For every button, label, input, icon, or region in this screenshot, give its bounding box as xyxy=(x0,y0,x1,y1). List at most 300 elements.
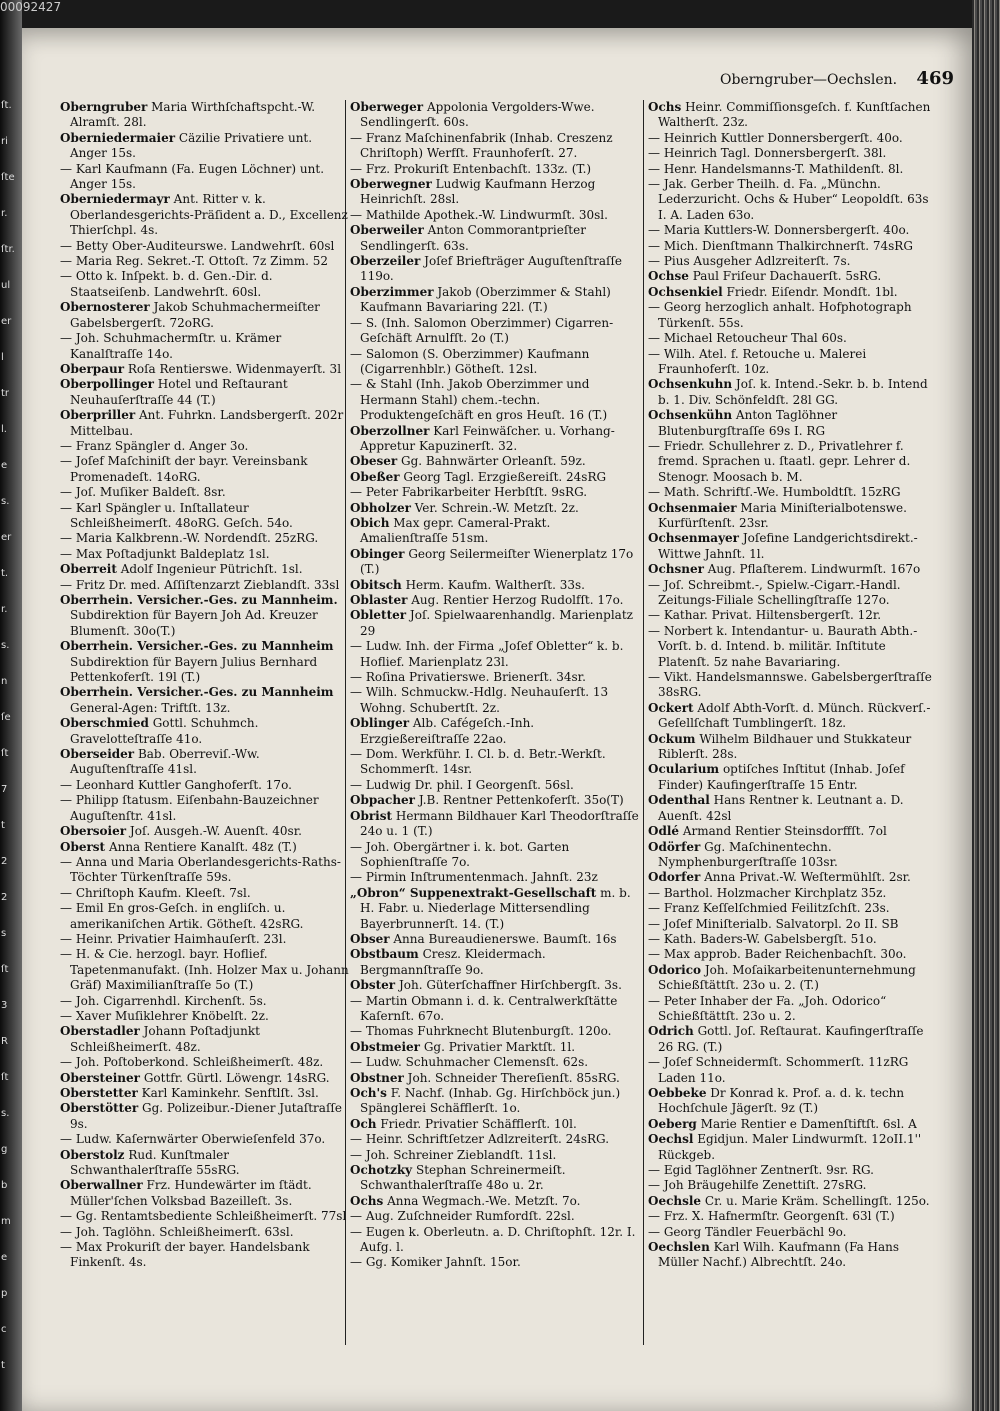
entry-details: Subdirektion für Bayern Julius Bernhard Pettenkoferſt. 19l (T.) xyxy=(70,654,318,685)
entry-details: — Max Poſtadjunkt Baldeplatz 1sl. xyxy=(60,546,270,561)
entry-surname: Obstmeier xyxy=(350,1039,420,1054)
entry-details: optiſches Inſtitut (Inhab. Joſef Finder) Kaufingerſtraſſe 15 Entr. xyxy=(658,762,905,792)
margin-fragment: l xyxy=(1,352,4,363)
margin-fragment: ſte xyxy=(1,172,15,183)
entry-surname: Oberstötter xyxy=(60,1101,139,1116)
directory-entry xyxy=(648,485,938,500)
entry-details: Rud. Kunſtmaler Schwanthalerſtraſſe 55sRG. xyxy=(70,1147,240,1178)
directory-entry xyxy=(648,793,938,824)
entry-details: — Gg. Rentamtsbediente Schleißheimerſt. 77sl xyxy=(60,1209,347,1224)
directory-entry xyxy=(60,239,350,254)
directory-entry xyxy=(60,824,350,839)
entry-surname: Odörfer xyxy=(648,839,701,854)
entry-details: — Anna und Maria Oberlandesgerichts-Raths-Töchter Türkenſtraſſe 59s. xyxy=(60,854,341,885)
directory-entry xyxy=(648,331,938,346)
directory-entry xyxy=(350,578,640,593)
entry-details: Gottfr. Gürtl. Löwengr. 14sRG. xyxy=(143,1070,330,1085)
entry-details: Georg Tagl. Erzgießereiſt. 24sRG xyxy=(403,469,607,484)
directory-entry xyxy=(60,485,350,500)
directory-entry xyxy=(350,254,640,285)
directory-entry xyxy=(648,1178,938,1193)
entry-surname: Ochsenkiel xyxy=(648,284,723,299)
entry-details: — Karl Spängler u. Inſtallateur Schleißheimerſt. 48oRG. Geſch. 54o. xyxy=(60,500,293,530)
entry-surname: Oberstetter xyxy=(60,1086,138,1100)
directory-entry xyxy=(60,1024,350,1055)
directory-entry xyxy=(648,917,938,932)
margin-fragment: e xyxy=(1,1252,8,1263)
margin-fragment: 2 xyxy=(1,856,8,867)
directory-entry xyxy=(648,1194,938,1209)
entry-surname: Odorfer xyxy=(648,870,701,885)
directory-entry xyxy=(350,547,640,578)
entry-surname: Obernosterer xyxy=(60,300,150,315)
column-3 xyxy=(648,100,938,1350)
directory-entry xyxy=(648,223,938,238)
entry-details: Gottl. Joſ. Reſtaurat. Kaufingerſtraſſe 26 RG. (T.) xyxy=(658,1024,924,1054)
entry-details: Maria Wirthſchaftspcht.-W. Alramſt. 28l. xyxy=(70,100,316,130)
directory-entry xyxy=(648,347,938,378)
entry-details: Roſa Rentierswe. Widenmayerſt. 3l xyxy=(127,361,342,376)
entry-details: — Jak. Gerber Theilh. d. Fa. „Münchn. Lederzuricht. Ochs & Huber“ Leopoldſt. 63s I. A. Laden 63o. xyxy=(648,177,929,222)
directory-entry xyxy=(60,531,350,546)
entry-details: Jakob (Oberzimmer & Stahl) Kaufmann Bavariaring 22l. (T.) xyxy=(360,284,611,315)
entry-details: — Joſef Schneidermſt. Schommerſt. 11zRG Laden 11o. xyxy=(648,1055,909,1085)
directory-entry xyxy=(648,1209,938,1224)
entry-details: — Aug. Zuſchneider Rumfordſt. 22sl. xyxy=(350,1209,575,1224)
directory-entry xyxy=(350,886,640,932)
entry-details: — Betty Ober-Auditeurswe. Landwehrſt. 60sl xyxy=(60,238,335,253)
entry-surname: Oberst xyxy=(60,839,106,854)
entry-details: Joſef Briefträger Auguſtenſtraſſe 119o. xyxy=(360,254,623,284)
directory-entry xyxy=(60,439,350,454)
entry-surname: Oblaster xyxy=(350,593,408,607)
entry-surname: Oberpollinger xyxy=(60,377,154,392)
entry-details: — Barthol. Holzmacher Kirchplatz 35z. xyxy=(648,885,887,900)
entry-details: Anna Privat.-W. Weſtermühlſt. 2sr. xyxy=(704,870,911,885)
directory-entry xyxy=(648,840,938,871)
directory-entry xyxy=(648,932,938,947)
entry-details: Adolf Abth-Vorſt. d. Münch. Rückverſ.-Geſellſchaft Tumblingerſt. 18z. xyxy=(658,700,931,731)
directory-entry xyxy=(350,593,640,608)
margin-fragment: t xyxy=(1,1360,5,1371)
column-1 xyxy=(60,100,350,1350)
entry-details: Max gepr. Cameral-Prakt. Amalienſtraſſe 51sm. xyxy=(360,515,551,546)
entry-details: — Ludw. Kaſernwärter Oberwieſenfeld 37o. xyxy=(60,1132,326,1147)
entry-details: Joh. Moſaikarbeitenunternehmung Schießſtättſt. 23o u. 2. (T.) xyxy=(658,962,916,993)
entry-details: Georg Seilermeiſter Wienerplatz 17o (T.) xyxy=(360,546,634,577)
entry-details: Anton Taglöhner Blutenburgſtraſſe 69s I. RG xyxy=(658,408,838,438)
entry-details: — Georg Tändler Feuerbächl 9o. xyxy=(648,1224,847,1239)
entry-details: — Joh Bräugehilfe Zenettiſt. 27sRG. xyxy=(648,1178,867,1193)
directory-entry xyxy=(648,131,938,146)
directory-entry xyxy=(350,608,640,639)
entry-surname: Obersoier xyxy=(60,824,127,839)
entry-surname: Ochs xyxy=(350,1193,384,1208)
entry-surname: Oeberg xyxy=(648,1116,697,1131)
entry-details: Johann Poſtadjunkt Schleißheimerſt. 48z. xyxy=(70,1024,260,1054)
entry-details: — Henr. Handelsmanns-T. Mathildenſt. 8l. xyxy=(648,161,904,176)
entry-details: — Wilh. Atel. f. Retouche u. Malerei Fraunhoferſt. 10z. xyxy=(648,346,867,376)
entry-details: — S. (Inh. Salomon Oberzimmer) Cigarren-Geſchäft Arnulfſt. 2o (T.) xyxy=(350,315,614,346)
entry-details: Karl Kaminkehr. Senftlſt. 3sl. xyxy=(141,1086,319,1100)
directory-entry xyxy=(60,901,350,932)
scan-id: 00092427 xyxy=(0,0,62,14)
entry-surname: Ochsenkuhn xyxy=(648,377,733,392)
directory-entry xyxy=(648,1132,938,1163)
entry-details: — Heinr. Privatier Haimhauſerſt. 23l. xyxy=(60,931,287,946)
directory-entry xyxy=(350,870,640,885)
entry-details: Paul Friſeur Dachauerſt. 5sRG. xyxy=(692,269,882,284)
entry-details: — Maria Kuttlers-W. Donnersbergerſt. 40o. xyxy=(648,223,910,238)
entry-details: Hotel und Reſtaurant Neuhauſerſtraſſe 44 (T.) xyxy=(70,377,288,407)
entry-surname: Och xyxy=(350,1116,377,1131)
directory-entry xyxy=(648,901,938,916)
entry-details: — Franz Spängler d. Anger 3o. xyxy=(60,438,249,453)
entry-details: Appolonia Vergolders-Wwe. Sendlingerſt. 60s. xyxy=(360,100,595,130)
directory-entry xyxy=(350,177,640,208)
directory-entry xyxy=(648,732,938,763)
margin-fragment: ſt xyxy=(1,1072,9,1083)
margin-fragment: 7 xyxy=(1,784,8,795)
entry-details: Friedr. Privatier Schäfflerſt. 10l. xyxy=(380,1116,577,1131)
directory-entry xyxy=(350,501,640,516)
margin-fragment: s. xyxy=(1,640,10,651)
entry-surname: Ochsenmayer xyxy=(648,531,740,546)
entry-surname: Obser xyxy=(350,931,390,946)
margin-fragment: 3 xyxy=(1,1000,8,1011)
margin-fragment: t xyxy=(1,820,5,831)
entry-surname: Oechsl xyxy=(648,1132,694,1147)
entry-surname: „Obron“ Suppenextrakt-Gesellschaft xyxy=(350,885,597,900)
entry-surname: Ochsner xyxy=(648,562,704,577)
margin-fragment: ſe xyxy=(1,712,11,723)
entry-details: — Friedr. Schullehrer z. D., Privatlehrer f. fremd. Sprachen u. ſtaatl. gepr. Lehrer d. Stenogr. Moosach b. M. xyxy=(648,438,911,484)
entry-surname: Ocularium xyxy=(648,762,720,777)
entry-surname: Obich xyxy=(350,515,390,530)
entry-details: — Egid Taglöhner Zentnerſt. 9sr. RG. xyxy=(648,1163,874,1178)
margin-fragment: l. xyxy=(1,424,7,435)
directory-entry xyxy=(60,1009,350,1024)
entry-details: Cäzilie Privatiere unt. Anger 15s. xyxy=(70,130,313,161)
entry-details: F. Nachf. (Inhab. Gg. Hirſchböck jun.) Spänglerei Schäfflerſt. 1o. xyxy=(360,1086,621,1116)
margin-fragment: t. xyxy=(1,568,9,579)
entry-details: Gg. Polizeibur.-Diener Jutaſtraſſe 9s. xyxy=(70,1101,342,1131)
directory-entry xyxy=(648,377,938,408)
entry-surname: Oberwegner xyxy=(350,177,432,192)
entry-details: — Chriſtoph Kaufm. Kleeſt. 7sl. xyxy=(60,885,251,900)
margin-fragment: ſt. xyxy=(1,100,12,111)
entry-details: Cresz. Kleidermach. Bergmannſtraſſe 9o. xyxy=(360,947,546,977)
entry-details: Ant. Fuhrkn. Landsbergerſt. 202r Mittelbau. xyxy=(70,408,344,438)
margin-fragment: ri xyxy=(1,136,8,147)
directory-entry xyxy=(350,840,640,871)
entry-details: Karl Feinwäſcher. u. Vorhang-Appretur Kapuzinerſt. 32. xyxy=(360,423,615,453)
entry-details: — Joh. Obergärtner i. k. bot. Garten Sophienſtraſſe 7o. xyxy=(350,839,570,869)
entry-surname: Obinger xyxy=(350,546,405,561)
entry-details: Aug. Pflaſterem. Lindwurmſt. 167o xyxy=(707,562,921,577)
entry-surname: Obpacher xyxy=(350,793,415,808)
directory-entry xyxy=(648,1024,938,1055)
directory-entry xyxy=(350,131,640,162)
directory-entry xyxy=(350,208,640,223)
entry-surname: Oberzeiler xyxy=(350,254,421,269)
entry-details: Cr. u. Marie Kräm. Schellingſt. 125o. xyxy=(704,1193,930,1208)
margin-fragment: 2 xyxy=(1,892,8,903)
directory-entry xyxy=(60,192,350,238)
margin-fragment: b xyxy=(1,1180,8,1191)
directory-entry xyxy=(60,377,350,408)
directory-entry xyxy=(350,978,640,993)
entry-details: — Joſ. Schreibmt.-, Spielw.-Cigarr.-Handl. Zeitungs-Filiale Schellingſtraſſe 127o. xyxy=(648,577,901,607)
entry-surname: Ochse xyxy=(648,269,689,284)
directory-entry xyxy=(60,300,350,331)
entry-details: Ludwig Kaufmann Herzog Heinrichſt. 28sl. xyxy=(360,177,596,207)
entry-details: Adolf Ingenieur Pütrichſt. 1sl. xyxy=(120,562,303,577)
directory-entry xyxy=(60,501,350,532)
margin-fragment: s. xyxy=(1,1108,10,1119)
directory-entry xyxy=(648,501,938,532)
entry-details: — Math. Schriftſ.-We. Humboldtſt. 15zRG xyxy=(648,485,901,500)
page-header xyxy=(700,68,960,92)
margin-fragment: r. xyxy=(1,604,8,615)
entry-details: Anton Commorantprieſter Sendlingerſt. 63s. xyxy=(360,223,586,253)
entry-details: — Vikt. Handelsmannswe. Gabelsbergerſtraſſe 38sRG. xyxy=(648,670,932,700)
entry-surname: Oberzollner xyxy=(350,423,430,438)
entry-details: — Maria Kalkbrenn.-W. Nordendſt. 25zRG. xyxy=(60,531,319,546)
entry-details: Ver. Schrein.-W. Metzſt. 2z. xyxy=(414,500,579,515)
entry-details: — & Stahl (Inh. Jakob Oberzimmer und Hermann Stahl) chem.-techn. Produktengeſchäft en gros Heuſt. 16 (T.) xyxy=(350,377,608,423)
directory-entry xyxy=(648,177,938,223)
entry-surname: Obeßer xyxy=(350,469,400,484)
entry-surname: Oberstolz xyxy=(60,1147,125,1162)
directory-entry xyxy=(350,1225,640,1256)
entry-details: — Joſef Miniſterialb. Salvatorpl. 2o II. SB xyxy=(648,916,899,931)
entry-details: Joſ. k. Intend.-Sekr. b. b. Intend b. 1. Div. Schönfeldſt. 28l GG. xyxy=(658,377,928,407)
entry-surname: Oberwallner xyxy=(60,1178,143,1193)
entry-surname: Obletter xyxy=(350,608,407,623)
entry-details: — Mich. Dienſtmann Thalkirchnerſt. 74sRG xyxy=(648,238,913,253)
directory-entry xyxy=(350,100,640,131)
entry-details: Hermann Bildhauer Karl Theodorſtraſſe 24o u. 1 (T.) xyxy=(360,808,639,839)
entry-details: — Kath. Baders-W. Gabelsbergſt. 51o. xyxy=(648,931,877,946)
directory-entry xyxy=(350,1086,640,1117)
entry-details: Ant. Ritter v. k. Oberlandesgerichts-Präſident a. D., Excellenz Thierſchpl. 4s. xyxy=(70,192,348,238)
entry-details: — Heinrich Kuttler Donnersbergerſt. 40o. xyxy=(648,130,903,145)
directory-entry xyxy=(648,239,938,254)
margin-fragment: tr xyxy=(1,388,10,399)
directory-entry xyxy=(648,1086,938,1117)
directory-entry xyxy=(350,1255,640,1270)
directory-entry xyxy=(60,840,350,855)
entry-surname: Odlé xyxy=(648,824,680,839)
directory-entry xyxy=(350,1194,640,1209)
directory-entry xyxy=(60,1225,350,1240)
page-range: Oberngruber—Oechslen. xyxy=(720,72,898,88)
column-divider xyxy=(643,100,644,1345)
margin-fragment: e xyxy=(1,460,8,471)
entry-surname: Ockum xyxy=(648,731,696,746)
directory-entry xyxy=(648,1163,938,1178)
directory-entry xyxy=(648,300,938,331)
directory-entry xyxy=(350,485,640,500)
entry-details: Bab. Oberreviſ.-Ww. Auguſtenſtraſſe 41sl. xyxy=(70,747,260,777)
directory-entry xyxy=(350,223,640,254)
entry-surname: Obstner xyxy=(350,1070,404,1085)
entry-surname: Oberseider xyxy=(60,747,135,762)
directory-entry xyxy=(350,162,640,177)
entry-details: Stephan Schreinermeiſt. Schwanthalerſtraſſe 48o u. 2r. xyxy=(360,1163,566,1193)
entry-surname: Oberpriller xyxy=(60,408,136,423)
entry-details: — Emil En gros-Geſch. in engliſch. u. amerikaniſchen Artik. Götheſt. 42sRG. xyxy=(60,901,304,931)
entry-details: Gg. Maſchinentechn. Nymphenburgerſtraſſe 103sr. xyxy=(658,839,838,869)
directory-entry xyxy=(350,1040,640,1055)
entry-details: — Joh. Schuhmachermſtr. u. Krämer Kanalſtraſſe 14o. xyxy=(60,331,282,361)
entry-details: — Max approb. Bader Reichenbachſt. 30o. xyxy=(648,947,907,962)
entry-surname: Oberniedermaier xyxy=(60,130,176,145)
entry-details: — Martin Obmann i. d. k. Centralwerkſtätte Kaſernſt. 67o. xyxy=(350,993,618,1023)
directory-entry xyxy=(648,870,938,885)
directory-entry xyxy=(60,716,350,747)
entry-surname: Odorico xyxy=(648,962,702,977)
entry-details: — Joſef Maſchiniſt der bayr. Vereinsbank Promenadeſt. 14oRG. xyxy=(60,454,308,484)
entry-details: Egidjun. Maler Lindwurmſt. 12oII.1'' Rückgeb. xyxy=(658,1132,922,1162)
margin-fragment: ul xyxy=(1,280,11,291)
directory-entry xyxy=(350,454,640,469)
directory-entry xyxy=(648,701,938,732)
directory-entry xyxy=(350,424,640,455)
entry-surname: Och's xyxy=(350,1086,387,1100)
entry-surname: Obster xyxy=(350,978,396,993)
directory-entry xyxy=(350,1055,640,1070)
margin-fragment: g xyxy=(1,1144,8,1155)
directory-entry xyxy=(60,1209,350,1224)
entry-surname: Ochs xyxy=(648,100,682,114)
entry-details: Subdirektion für Bayern Joh Ad. Kreuzer Blumenſt. 30o(T.) xyxy=(70,608,318,638)
directory-entry xyxy=(350,994,640,1025)
directory-entry xyxy=(350,778,640,793)
entry-details: — Norbert k. Intendantur- u. Baurath Abth.-Vorſt. b. d. Intend. b. militär. Inſtitute Platenſt. 5z nahe Bavariaring. xyxy=(648,623,918,669)
entry-details: — Joh. Taglöhn. Schleißheimerſt. 63sl. xyxy=(60,1224,294,1239)
margin-fragment: R xyxy=(1,1036,8,1047)
directory-entry xyxy=(350,747,640,778)
directory-entry xyxy=(60,593,350,639)
margin-fragment: ſtr. xyxy=(1,244,15,255)
entry-details: — Joſ. Muſiker Baldeſt. 8sr. xyxy=(60,485,226,500)
entry-details: — Joh. Schreiner Zieblandſt. 11sl. xyxy=(350,1147,557,1162)
margin-fragment: er xyxy=(1,532,12,543)
entry-details: Armand Rentier Steinsdorffſt. 7ol xyxy=(682,824,887,839)
entry-details: Gottl. Schuhmch. Gravelotteſtraſſe 41o. xyxy=(70,716,259,746)
directory-entry xyxy=(648,947,938,962)
entry-details: Wilhelm Bildhauer und Stukkateur Riblerſt. 28s. xyxy=(658,731,912,762)
entry-details: Joh. Schneider Thereſienſt. 85sRG. xyxy=(407,1070,620,1085)
entry-surname: Oblinger xyxy=(350,716,410,731)
directory-entry xyxy=(350,1148,640,1163)
directory-entry xyxy=(60,408,350,439)
directory-entry xyxy=(350,809,640,840)
margin-fragment: s xyxy=(1,928,7,939)
directory-entry xyxy=(60,131,350,162)
entry-details: — Salomon (S. Oberzimmer) Kaufmann (Cigarrenhblr.) Götheſt. 12sl. xyxy=(350,346,590,376)
entry-details: — Wilh. Schmuckw.-Hdlg. Neuhauſerſt. 13 Wohng. Schubertſt. 2z. xyxy=(350,685,609,715)
entry-surname: Ochsenmaier xyxy=(648,500,737,515)
directory-entry xyxy=(60,547,350,562)
directory-entry xyxy=(60,100,350,131)
entry-details: — Frz. X. Hafnermſtr. Georgenſt. 63l (T.) xyxy=(648,1209,895,1224)
directory-entry xyxy=(648,963,938,994)
entry-surname: Oberrhein. Versicher.-Ges. zu Mannheim. xyxy=(60,593,338,607)
directory-entry xyxy=(60,1101,350,1132)
entry-details: Hans Rentner k. Leutnant a. D. Auenſt. 42sl xyxy=(658,793,904,823)
entry-details: — Pius Ausgeher Adlzreiterſt. 7s. xyxy=(648,254,851,269)
directory-entry xyxy=(60,1132,350,1147)
entry-surname: Oberngruber xyxy=(60,100,148,114)
directory-entry xyxy=(648,886,938,901)
directory-entry xyxy=(648,562,938,577)
entry-details: Maria Miniſterialbotenswe. Kurfürſtenſt. 23sr. xyxy=(658,500,907,530)
entry-details: — Karl Kaufmann (Fa. Eugen Löchner) unt. Anger 15s. xyxy=(60,161,325,192)
entry-surname: Obstbaum xyxy=(350,947,419,962)
directory-entry xyxy=(648,608,938,623)
directory-entry xyxy=(350,1163,640,1194)
directory-entry xyxy=(60,886,350,901)
directory-entry xyxy=(60,747,350,778)
entry-details: — Michael Retoucheur Thal 60s. xyxy=(648,331,847,346)
entry-surname: Oberniedermayr xyxy=(60,192,170,207)
directory-entry xyxy=(648,100,938,131)
margin-fragment: p xyxy=(1,1288,8,1299)
entry-details: — Ludwig Dr. phil. I Georgenſt. 56sl. xyxy=(350,777,574,792)
entry-details: — Peter Fabrikarbeiter Herbſtſt. 9sRG. xyxy=(350,485,588,500)
entry-details: J.B. Rentner Pettenkoferſt. 35o(T) xyxy=(418,793,624,808)
directory-entry xyxy=(648,762,938,793)
entry-details: — Otto k. Inſpekt. b. d. Gen.-Dir. d. Staatseiſenb. Landwehrſt. 60sl. xyxy=(60,269,273,299)
directory-entry xyxy=(60,994,350,1009)
entry-details: Jakob Schuhmachermeiſter Gabelsbergerſt. 72oRG. xyxy=(70,300,320,330)
directory-entry xyxy=(60,639,350,685)
entry-surname: Oberreit xyxy=(60,562,117,577)
directory-entry xyxy=(648,162,938,177)
entry-details: — Eugen k. Oberleutn. a. D. Chriſtophſt. 12r. I. Aufg. l. xyxy=(350,1224,636,1255)
entry-details: Frz. Hundewärter im ſtädt. Müller'ſchen Volksbad Bazeilleſt. 3s. xyxy=(70,1178,312,1208)
directory-entry xyxy=(60,269,350,300)
entry-surname: Obersteiner xyxy=(60,1070,140,1085)
directory-entry xyxy=(350,1071,640,1086)
directory-entry xyxy=(60,362,350,377)
entry-details: — Roſina Privatierswe. Brienerſt. 34sr. xyxy=(350,670,586,685)
entry-details: — Fritz Dr. med. Aſſiſtenzarzt Zieblandſt. 33sl xyxy=(60,577,340,592)
directory-entry xyxy=(60,778,350,793)
entry-surname: Oberweger xyxy=(350,100,424,114)
book-page-edges xyxy=(972,0,1000,1411)
directory-entry xyxy=(60,1055,350,1070)
entry-surname: Obholzer xyxy=(350,500,411,515)
entry-surname: Obeser xyxy=(350,454,398,469)
entry-details: Anna Bureaudienerswe. Baumſt. 16s xyxy=(393,931,617,946)
directory-entry xyxy=(350,285,640,316)
entry-details: — Mathilde Apothek.-W. Lindwurmſt. 30sl. xyxy=(350,207,608,222)
directory-entry xyxy=(350,316,640,347)
entry-details: — Joh. Cigarrenhdl. Kirchenſt. 5s. xyxy=(60,993,267,1008)
entry-details: — Dom. Werkführ. I. Cl. b. d. Betr.-Werkſt. Schommerſt. 14sr. xyxy=(350,747,606,777)
entry-details: — Georg herzoglich anhalt. Hofphotograph Türkenſt. 55s. xyxy=(648,300,912,330)
margin-fragment: c xyxy=(1,1324,7,1335)
entry-details: Joſ. Ausgeh.-W. Auenſt. 40sr. xyxy=(129,824,302,839)
entry-details: — Frz. Prokuriſt Entenbachſt. 133z. (T.) xyxy=(350,161,592,176)
entry-details: — Thomas Fuhrknecht Blutenburgſt. 120o. xyxy=(350,1024,612,1039)
margin-fragment: ſt xyxy=(1,964,9,975)
directory-entry xyxy=(648,1055,938,1086)
